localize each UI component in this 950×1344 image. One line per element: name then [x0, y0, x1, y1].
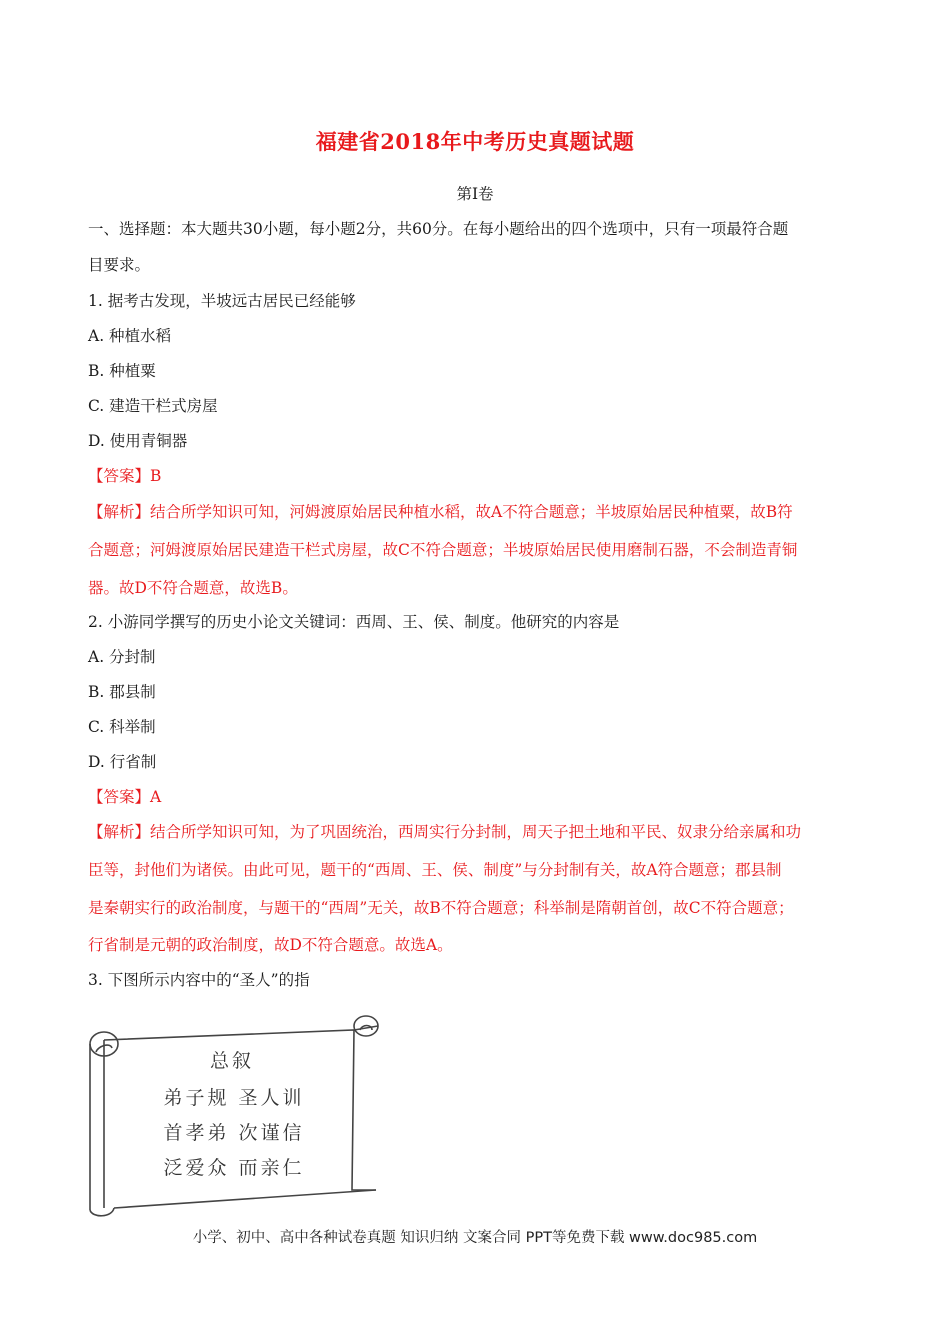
question-1-analysis-line-1 — [88, 500, 793, 522]
question-2-option-d: D. 行省制 — [88, 753, 157, 771]
analysis-label: 【解析】 — [88, 503, 151, 521]
analysis-text: 结合所学知识可知，为了巩固统治，西周实行分封制，周天子把土地和平民、奴隶分给亲属和功 — [150, 823, 802, 841]
question-1-option-b: B. 种植粟 — [88, 362, 156, 380]
question-1-option-d: D. 使用青铜器 — [88, 432, 188, 450]
question-1-option-a: A. 种植水稻 — [88, 327, 172, 345]
scroll-figure — [84, 1012, 384, 1222]
scroll-line-3: 泛爱众 而亲仁 — [163, 1157, 305, 1179]
question-1-analysis-line-2: 合题意；河姆渡原始居民建造干栏式房屋，故C不符合题意；半坡原始居民使用磨制石器，不会制造青铜 — [88, 541, 798, 559]
question-1-option-c: C. 建造干栏式房屋 — [88, 397, 218, 415]
question-2-analysis-line-1 — [88, 820, 801, 842]
footer-text: 小学、初中、高中各种试卷真题 知识归纳 文案合同 PPT等免费下载 www.doc985.com — [192, 1230, 758, 1246]
scroll-heading: 总叙 — [209, 1050, 255, 1072]
question-3-stem: 3. 下图所示内容中的“圣人”的指 — [88, 971, 310, 989]
question-1-stem: 1. 据考古发现，半坡远古居民已经能够 — [88, 292, 356, 310]
instructions-line-1: 一、选择题：本大题共30小题，每小题2分，共60分。在每小题给出的四个选项中，只有一项最符合题 — [88, 220, 789, 238]
analysis-text: 结合所学知识可知，河姆渡原始居民种植水稻，故A不符合题意；半坡原始居民种植粟，故B符 — [150, 503, 793, 521]
question-1-answer: 【答案】B — [88, 467, 162, 485]
document-title: 福建省2018年中考历史真题试题 — [315, 129, 635, 154]
question-2-analysis-line-4: 行省制是元朝的政治制度，故D不符合题意。故选A。 — [88, 936, 453, 954]
question-2-option-c: C. 科举制 — [88, 718, 156, 736]
question-2-option-b: B. 郡县制 — [88, 683, 156, 701]
question-2-analysis-line-3: 是秦朝实行的政治制度，与题干的“西周”无关，故B不符合题意；科举制是隋朝首创，故C不符合题意； — [88, 899, 794, 917]
section-heading: 第I卷 — [456, 185, 494, 203]
scroll-line-2: 首孝弟 次谨信 — [163, 1122, 305, 1144]
question-2-answer: 【答案】A — [88, 788, 162, 806]
scroll-line-1: 弟子规 圣人训 — [163, 1087, 305, 1109]
question-2-stem: 2. 小游同学撰写的历史小论文关键词：西周、王、侯、制度。他研究的内容是 — [88, 613, 620, 631]
question-2-option-a: A. 分封制 — [88, 648, 156, 666]
question-1-analysis-line-3: 器。故D不符合题意，故选B。 — [88, 579, 298, 597]
question-2-analysis-line-2: 臣等，封他们为诸侯。由此可见，题干的“西周、王、侯、制度”与分封制有关，故A符合题意；郡县制 — [88, 861, 782, 879]
analysis-label: 【解析】 — [88, 823, 151, 841]
instructions-line-2: 目要求。 — [88, 256, 151, 274]
